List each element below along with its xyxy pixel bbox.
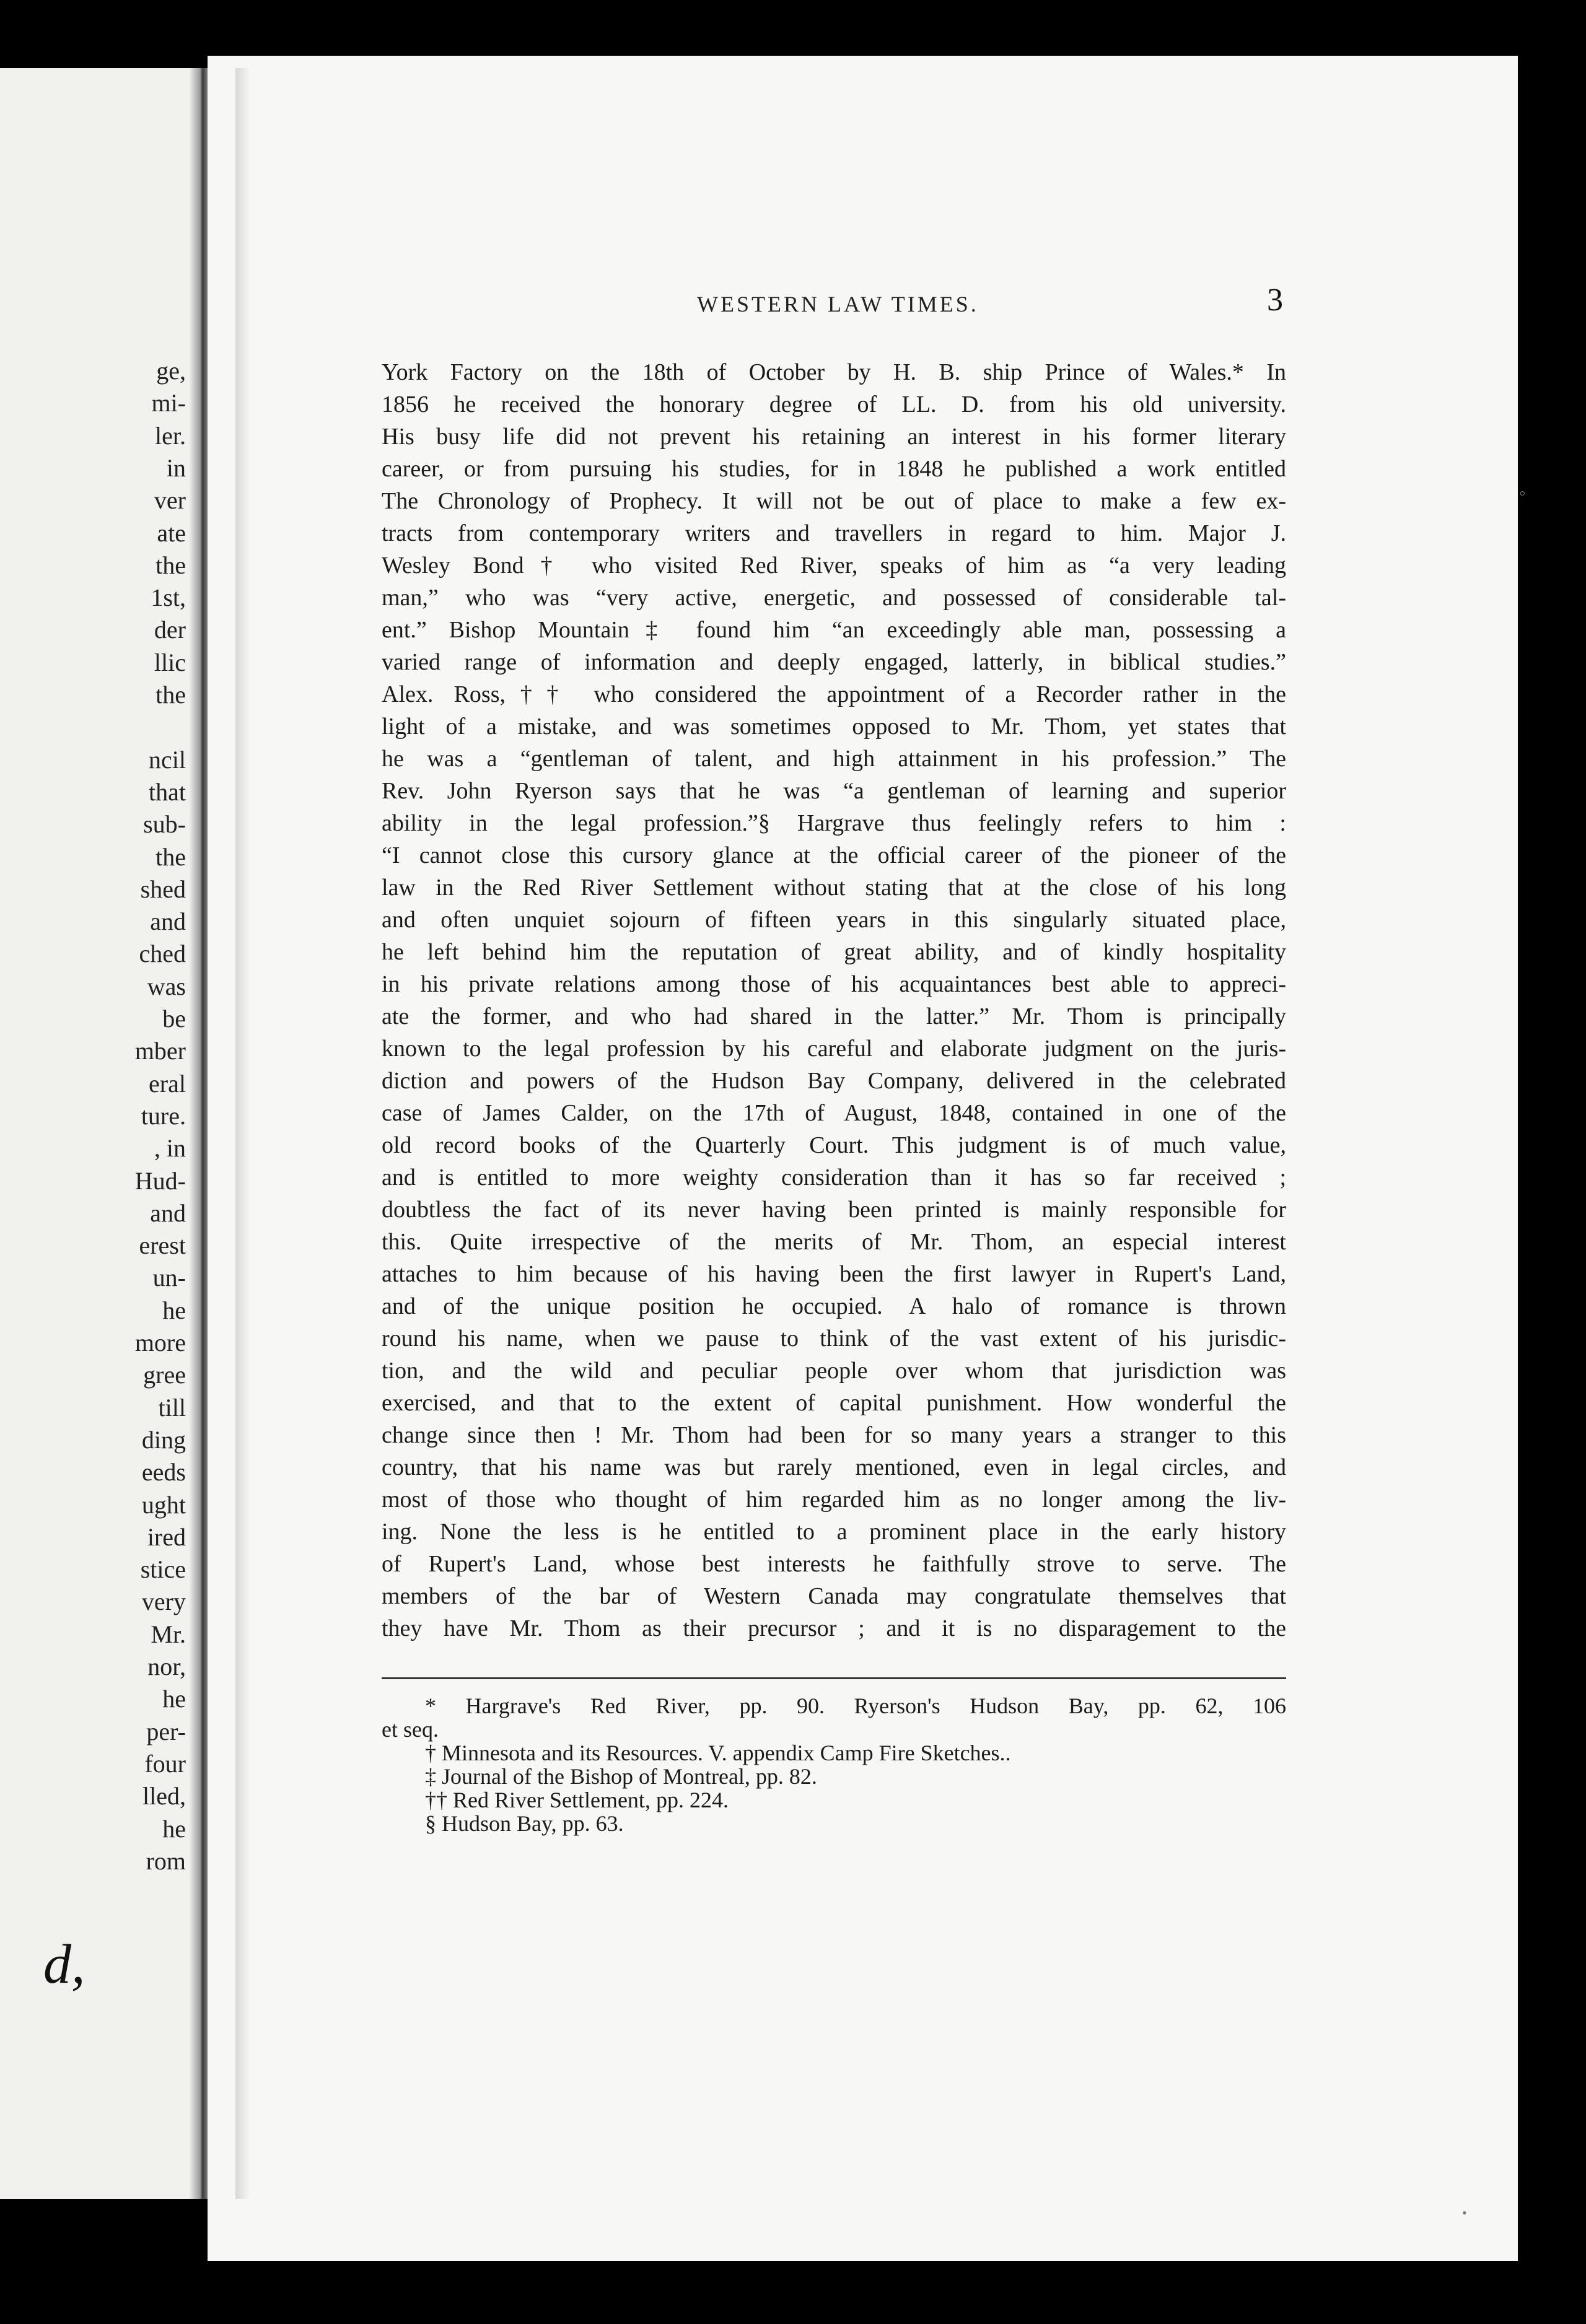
running-header: WESTERN LAW TIMES.	[697, 292, 979, 317]
left-page-line-fragment: ired	[147, 1522, 186, 1551]
left-page-line-fragment: the	[156, 681, 186, 709]
left-page-line-fragment: ture.	[141, 1101, 186, 1130]
body-line: career, or from pursuing his studies, for in 1848 he published a work entitled	[382, 456, 1286, 482]
left-page-line-fragment: ate	[157, 518, 186, 547]
left-page-line-fragment: in	[166, 453, 186, 482]
body-line: Alex. Ross,†† who considered the appointment of a Recorder rather in the	[382, 681, 1286, 707]
body-line: known to the legal profession by his careful and elaborate judgment on the juris-	[382, 1036, 1286, 1062]
footnote-line: § Hudson Bay, pp. 63.	[425, 1811, 624, 1836]
body-line: law in the Red River Settlement without stating that at the close of his long	[382, 875, 1286, 901]
left-page-line-fragment: and	[150, 907, 186, 936]
body-line: and is entitled to more weighty consideration than it has so far received ;	[382, 1164, 1286, 1190]
body-line: of Rupert's Land, whose best interests he faithfully strove to serve. The	[382, 1551, 1286, 1577]
body-line: ability in the legal profession.”§ Hargrave thus feelingly refers to him :	[382, 810, 1286, 836]
body-line: he left behind him the reputation of great ability, and of kindly hospitality	[382, 939, 1286, 965]
left-page-line-fragment: was	[147, 972, 186, 1000]
body-line: they have Mr. Thom as their precursor ; and it is no disparagement to the	[382, 1615, 1286, 1641]
footnote-rule	[382, 1677, 1286, 1679]
body-line: The Chronology of Prophecy. It will not be out of place to make a few ex-	[382, 488, 1286, 514]
left-page-line-fragment: un-	[152, 1264, 186, 1292]
left-page-line-fragment: erest	[139, 1231, 186, 1260]
body-line: case of James Calder, on the 17th of August, 1848, contained in one of the	[382, 1100, 1286, 1126]
body-line: ent.” Bishop Mountain‡ found him “an exceedingly able man, possessing a	[382, 617, 1286, 643]
left-page-line-fragment: he	[162, 1685, 186, 1713]
left-page-line-fragment: rom	[146, 1846, 186, 1875]
body-line: country, that his name was but rarely mentioned, even in legal circles, and	[382, 1454, 1286, 1480]
left-page-line-fragment: eral	[149, 1069, 186, 1098]
left-page-line-fragment: he	[162, 1296, 186, 1324]
left-page-line-fragment: the	[156, 842, 186, 871]
left-page-line-fragment: Hud-	[134, 1166, 186, 1195]
left-page-line-fragment: per-	[146, 1717, 186, 1745]
left-page-line-fragment: Mr.	[151, 1620, 186, 1648]
body-line: Wesley Bond† who visited Red River, speaks of him as “a very leading	[382, 553, 1286, 579]
left-page-line-fragment: ler.	[155, 421, 186, 450]
left-page-handwritten-mark: d,	[43, 1934, 85, 1995]
body-line: he was a “gentleman of talent, and high attainment in his profession.” The	[382, 746, 1286, 772]
left-page-line-fragment: llic	[154, 648, 186, 676]
body-line: ing. None the less is he entitled to a prominent place in the early history	[382, 1519, 1286, 1545]
left-page-line-fragment: eeds	[141, 1458, 186, 1487]
left-page-line-fragment: very	[141, 1588, 186, 1616]
left-page-line-fragment: he	[162, 1814, 186, 1843]
left-page-line-fragment: ught	[141, 1490, 186, 1519]
left-page-line-fragment: ver	[154, 486, 186, 515]
body-line: His busy life did not prevent his retaining an interest in his former literary	[382, 424, 1286, 450]
footnote-line: † Minnesota and its Resources. V. appendix Camp Fire Sketches..	[425, 1741, 1011, 1765]
body-line: attaches to him because of his having been the first lawyer in Rupert's Land,	[382, 1261, 1286, 1287]
body-line: in his private relations among those of his acquaintances best able to appreci-	[382, 971, 1286, 997]
footnote-line: * Hargrave's Red River, pp. 90. Ryerson's Hudson Bay, pp. 62, 106	[425, 1693, 1286, 1718]
body-line: and of the unique position he occupied. A halo of romance is thrown	[382, 1293, 1286, 1319]
left-page-line-fragment: four	[144, 1749, 186, 1778]
body-line: most of those who thought of him regarded him as no longer among the liv-	[382, 1487, 1286, 1513]
body-line: 1856 he received the honorary degree of LL. D. from his old university.	[382, 391, 1286, 417]
left-page-line-fragment: gree	[143, 1361, 186, 1389]
body-line: varied range of information and deeply engaged, latterly, in biblical studies.”	[382, 649, 1286, 675]
left-page-line-fragment: more	[134, 1329, 186, 1356]
body-line: round his name, when we pause to think of the vast extent of his jurisdic-	[382, 1326, 1286, 1352]
body-line: ate the former, and who had shared in the latter.” Mr. Thom is principally	[382, 1003, 1286, 1029]
body-line: and often unquiet sojourn of fifteen years in this singularly situated place,	[382, 907, 1286, 933]
left-page-line-fragment: sub-	[143, 810, 186, 839]
body-line: tion, and the wild and peculiar people over whom that jurisdiction was	[382, 1358, 1286, 1384]
left-page-line-fragment: nor,	[147, 1653, 186, 1680]
footnote-line: et seq.	[382, 1717, 439, 1742]
body-text	[382, 356, 1286, 1645]
left-page-line-fragment: and	[150, 1199, 186, 1227]
body-line: doubtless the fact of its never having been printed is mainly responsible for	[382, 1197, 1286, 1223]
footnote-line: ‡ Journal of the Bishop of Montreal, pp. 82.	[425, 1764, 817, 1789]
left-page-line-fragment: till	[158, 1393, 186, 1422]
left-page-line-fragment: ding	[141, 1425, 186, 1454]
body-line: York Factory on the 18th of October by H. B. ship Prince of Wales.* In	[382, 359, 1286, 385]
body-line: exercised, and that to the extent of capital punishment. How wonderful the	[382, 1390, 1286, 1416]
body-line: man,” who was “very active, energetic, and possessed of considerable tal-	[382, 585, 1286, 611]
body-line: members of the bar of Western Canada may congratulate themselves that	[382, 1583, 1286, 1609]
body-line: “I cannot close this cursory glance at the official career of the pioneer of the	[382, 842, 1286, 868]
left-page-line-fragment: mber	[134, 1037, 186, 1065]
scan-speck: •	[1462, 2205, 1467, 2221]
body-line: light of a mistake, and was sometimes opposed to Mr. Thom, yet states that	[382, 714, 1286, 740]
body-line: this. Quite irrespective of the merits of Mr. Thom, an especial interest	[382, 1229, 1286, 1255]
body-line: old record books of the Quarterly Court. This judgment is of much value,	[382, 1132, 1286, 1158]
left-page-line-fragment: 1st,	[151, 583, 186, 612]
left-page-line-fragment: ched	[139, 940, 186, 968]
footnotes	[382, 1694, 1286, 1835]
page-edge-shading	[235, 68, 249, 2199]
left-page-line-fragment: be	[162, 1005, 186, 1033]
left-page-line-fragment: der	[154, 616, 186, 644]
body-line: change since then ! Mr. Thom had been for so many years a stranger to this	[382, 1422, 1286, 1448]
left-page-line-fragment: shed	[140, 875, 186, 903]
left-page-line-fragment: that	[149, 777, 186, 806]
left-page-line-fragment: ge,	[156, 357, 186, 385]
scan-speck: ◦	[1519, 483, 1526, 504]
left-page-line-fragment: , in	[154, 1134, 186, 1163]
body-line: Rev. John Ryerson says that he was “a gentleman of learning and superior	[382, 778, 1286, 804]
left-page-line-fragment: the	[156, 551, 186, 579]
body-line: diction and powers of the Hudson Bay Company, delivered in the celebrated	[382, 1068, 1286, 1094]
left-page-line-fragment: mi-	[151, 389, 186, 417]
left-page-line-fragment: lled,	[142, 1782, 186, 1811]
left-page-line-fragment: ncil	[149, 745, 186, 774]
page-number: 3	[1267, 282, 1283, 318]
left-page-line-fragment: stice	[140, 1555, 186, 1584]
body-line: tracts from contemporary writers and travellers in regard to him. Major J.	[382, 520, 1286, 546]
footnote-line: †† Red River Settlement, pp. 224.	[425, 1788, 729, 1812]
